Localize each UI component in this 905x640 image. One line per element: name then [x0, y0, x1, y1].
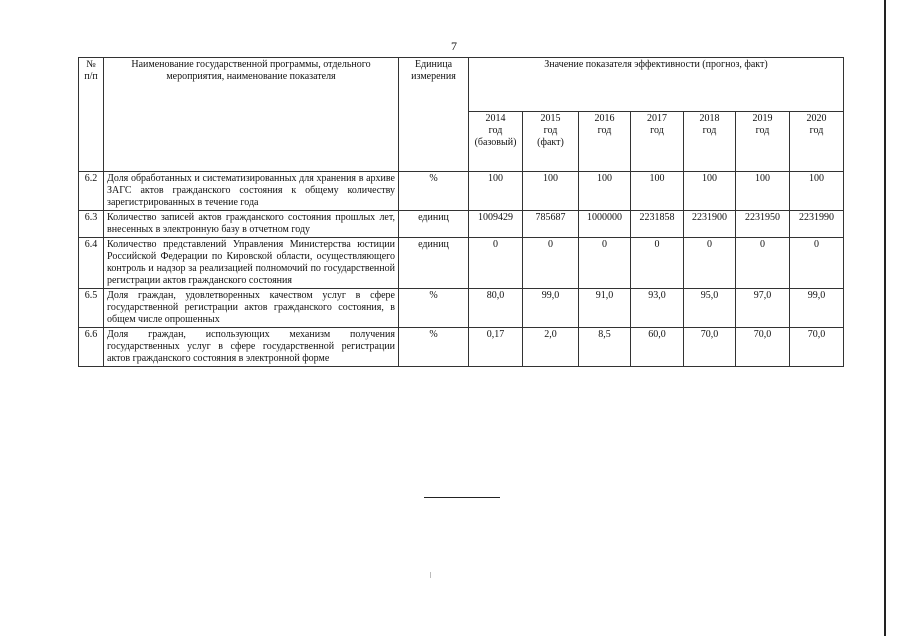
- value-cell: 99,0: [523, 289, 579, 328]
- header-year-sub1: год: [809, 125, 824, 136]
- header-year-year: 2017: [647, 113, 667, 124]
- value-cell: 100: [684, 172, 736, 211]
- value-cell: 1009429: [469, 211, 523, 238]
- value-cell: 100: [790, 172, 844, 211]
- header-year-2019: [736, 112, 790, 172]
- value-cell: 100: [631, 172, 684, 211]
- value-cell: 8,5: [579, 328, 631, 367]
- unit-cell: %: [399, 172, 469, 211]
- row-number: 6.5: [79, 289, 104, 328]
- value-cell: 0: [469, 238, 523, 289]
- header-year-year: 2018: [699, 113, 720, 124]
- value-cell: 70,0: [684, 328, 736, 367]
- header-year-year: 2015: [540, 113, 561, 124]
- table-body: [79, 172, 844, 367]
- header-row-main: [79, 58, 844, 112]
- header-unit: Единица измерения: [399, 58, 469, 172]
- value-cell: 91,0: [579, 289, 631, 328]
- header-values-group: Значение показателя эффективности (прогноз, факт): [469, 58, 844, 112]
- header-year-sub1: год: [488, 125, 503, 136]
- header-num: № п/п: [79, 58, 104, 172]
- row-number: 6.2: [79, 172, 104, 211]
- indicators-table: [78, 57, 844, 367]
- indicator-name: Количество записей актов гражданского состояния прошлых лет, внесенных в электронную базу в отчетном году: [104, 211, 399, 238]
- table-row: [79, 211, 844, 238]
- unit-cell: единиц: [399, 211, 469, 238]
- value-cell: 2231858: [631, 211, 684, 238]
- unit-cell: единиц: [399, 238, 469, 289]
- value-cell: 0: [684, 238, 736, 289]
- header-name: Наименование государственной программы, отдельного мероприятия, наименование показателя: [104, 58, 399, 172]
- value-cell: 70,0: [790, 328, 844, 367]
- value-cell: 93,0: [631, 289, 684, 328]
- value-cell: 95,0: [684, 289, 736, 328]
- value-cell: 100: [469, 172, 523, 211]
- value-cell: 100: [579, 172, 631, 211]
- table-row: [79, 238, 844, 289]
- value-cell: 100: [736, 172, 790, 211]
- header-year-year: 2019: [752, 113, 773, 124]
- value-cell: 60,0: [631, 328, 684, 367]
- value-cell: 97,0: [736, 289, 790, 328]
- header-year-2014: [469, 112, 523, 172]
- value-cell: 1000000: [579, 211, 631, 238]
- row-number: 6.6: [79, 328, 104, 367]
- header-year-sub2: (факт): [537, 137, 564, 148]
- value-cell: 0: [790, 238, 844, 289]
- indicator-name: Доля обработанных и систематизированных для хранения в архиве ЗАГС актов гражданского состояния к общему количеству зарегистрированных в течение года: [104, 172, 399, 211]
- value-cell: 2231900: [684, 211, 736, 238]
- value-cell: 2,0: [523, 328, 579, 367]
- value-cell: 0: [579, 238, 631, 289]
- value-cell: 99,0: [790, 289, 844, 328]
- header-year-2015: [523, 112, 579, 172]
- header-year-sub1: год: [702, 125, 717, 136]
- header-year-year: 2016: [594, 113, 615, 124]
- indicator-name: Доля граждан, удовлетворенных качеством услуг в сфере государственной регистрации актов гражданского состояния, в общем числе опрошенных: [104, 289, 399, 328]
- indicator-name: Доля граждан, использующих механизм получения государственных услуг в сфере государственной регистрации актов гражданского состояния в электронной форме: [104, 328, 399, 367]
- table-row: [79, 172, 844, 211]
- value-cell: 80,0: [469, 289, 523, 328]
- header-year-sub2: (базовый): [474, 137, 517, 148]
- header-year-sub1: год: [543, 125, 558, 136]
- table-row: [79, 328, 844, 367]
- header-year-2016: [579, 112, 631, 172]
- header-year-year: 2020: [806, 113, 827, 124]
- value-cell: 70,0: [736, 328, 790, 367]
- unit-cell: %: [399, 328, 469, 367]
- value-cell: 100: [523, 172, 579, 211]
- unit-cell: %: [399, 289, 469, 328]
- header-year-year: 2014: [485, 113, 506, 124]
- header-year-sub1: год: [650, 125, 664, 136]
- header-year-sub1: год: [597, 125, 612, 136]
- value-cell: 2231950: [736, 211, 790, 238]
- page-number: 7: [451, 39, 457, 53]
- value-cell: 0,17: [469, 328, 523, 367]
- value-cell: 2231990: [790, 211, 844, 238]
- header-year-2017: [631, 112, 684, 172]
- value-cell: 0: [631, 238, 684, 289]
- value-cell: 0: [736, 238, 790, 289]
- page-edge-line: [884, 0, 886, 636]
- stray-mark: [430, 572, 431, 578]
- row-number: 6.4: [79, 238, 104, 289]
- header-year-2020: [790, 112, 844, 172]
- end-rule: [424, 497, 500, 498]
- indicator-name: Количество представлений Управления Министерства юстиции Российской Федерации по Кировской области, осуществляющего контроль и надзор за реализацией полномочий по государственной регистрации актов гражданского состояния: [104, 238, 399, 289]
- value-cell: 785687: [523, 211, 579, 238]
- table-row: [79, 289, 844, 328]
- value-cell: 0: [523, 238, 579, 289]
- header-year-2018: [684, 112, 736, 172]
- row-number: 6.3: [79, 211, 104, 238]
- header-year-sub1: год: [755, 125, 770, 136]
